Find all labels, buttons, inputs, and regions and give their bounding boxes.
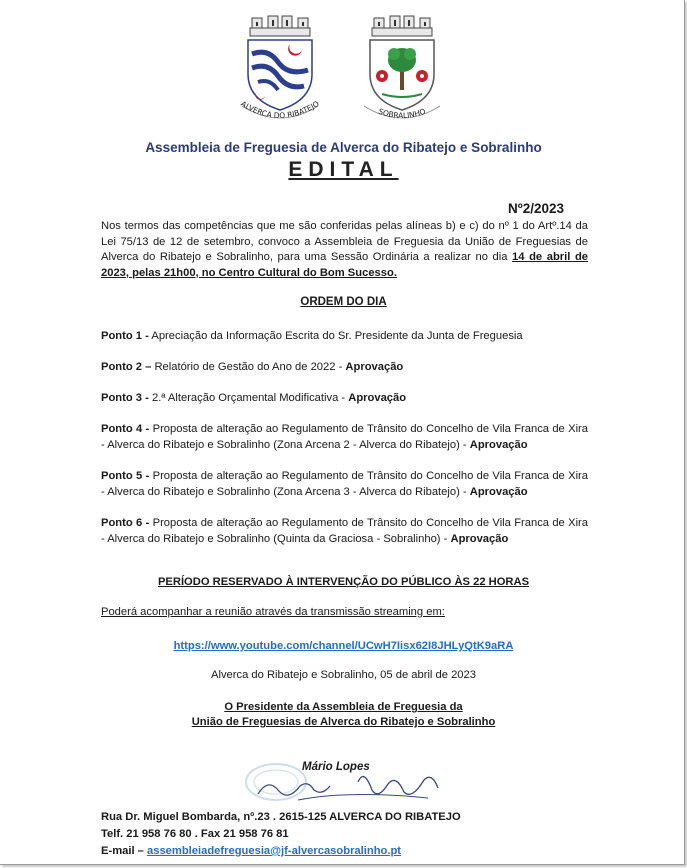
place-date: Alverca do Ribatejo e Sobralinho, 05 de abril de 2023 — [211, 669, 476, 681]
agenda-point-status: Aprovação — [469, 485, 528, 498]
public-period-notice: PERÍODO RESERVADO À INTERVENÇÃO DO PÚBLICO ÀS 22 HORAS — [157, 576, 530, 588]
agenda-point-text: 2.ª Alteração Orçamental Modificativa - — [151, 392, 346, 404]
edital-title: EDITAL — [288, 158, 399, 181]
agenda-point-3 — [101, 391, 588, 407]
edital-number: Nº2/2023 — [508, 201, 564, 216]
assembly-title: Assembleia de Freguesia de Alverca do Ribatejo e Sobralinho — [145, 140, 542, 155]
agenda-point-status: Aprovação — [345, 361, 404, 373]
intro-paragraph — [101, 219, 588, 281]
agenda-point-status: Aprovação — [450, 532, 509, 545]
footer-email-label: E-mail – — [101, 845, 144, 857]
footer-email-link[interactable]: assembleiadefreguesia@jf-alvercasobralinho.pt — [147, 845, 402, 857]
agenda-point-text: Apreciação da Informação Escrita do Sr. Presidente da Junta de Freguesia — [151, 330, 523, 342]
agenda-point-status: Aprovação — [469, 438, 528, 451]
stream-link[interactable]: https://www.youtube.com/channel/UCwH7Iisx62I8JHLyQtK9aRA — [173, 640, 514, 652]
session-date-place: 14 de abril de 2023, pelas 21h00, no Centro Cultural do Bom Sucesso. — [101, 251, 588, 279]
agenda-point-5 — [101, 469, 588, 500]
agenda-point-label: Ponto 3 - — [101, 392, 149, 404]
signer-name: Mário Lopes — [302, 761, 370, 773]
sobralinho-crest-icon — [360, 14, 444, 129]
agenda-point-label: Ponto 4 - — [101, 423, 150, 435]
alverca-crest-icon — [238, 14, 322, 129]
signatory-title-line-1: O Presidente da Assembleia de Freguesia da — [224, 701, 463, 713]
agenda-point-text: Proposta de alteração ao Regulamento de Trânsito do Concelho de Vila Franca de Xira - Alverca do Ribatejo e Sobralinho (Zona Arcena 3 - Alverca do Ribatejo) - — [101, 470, 588, 498]
agenda-point-6 — [101, 516, 588, 547]
stream-note: Poderá acompanhar a reunião através da transmissão streaming em: — [101, 606, 445, 618]
intro-text: Nos termos das competências que me são conferidas pelas alíneas b) e c) do nº 1 do Artº.14 da Lei 75/13 de 12 de setembro, convoco a Assembleia de Freguesia da União de Freguesias de Alverca do Ribatejo e Sobralinho, para uma Sessão Ordinária a realizar no dia — [101, 220, 588, 263]
agenda-point-4 — [101, 422, 588, 453]
footer-email — [101, 845, 401, 857]
alverca-crest-label: ALVERCA DO RIBATEJO — [239, 99, 321, 121]
agenda-point-text: Relatório de Gestão do Ano de 2022 - — [154, 361, 343, 373]
agenda-point-text: Proposta de alteração ao Regulamento de Trânsito do Concelho de Vila Franca de Xira - Alverca do Ribatejo e Sobralinho (Zona Arcena 2 - Alverca do Ribatejo) - — [101, 423, 588, 451]
signatory-title-line-2: União de Freguesias de Alverca do Ribatejo e Sobralinho — [191, 716, 496, 728]
agenda-point-label: Ponto 1 - — [101, 330, 149, 342]
agenda-point-text: Proposta de alteração ao Regulamento de Trânsito do Concelho de Vila Franca de Xira - Alverca do Ribatejo e Sobralinho (Quinta da Graciosa - Sobralinho) - — [101, 517, 588, 545]
agenda-point-2 — [101, 360, 588, 376]
agenda-point-label: Ponto 5 - — [101, 470, 150, 482]
agenda-point-label: Ponto 6 - — [101, 517, 150, 529]
agenda-heading: ORDEM DO DIA — [300, 296, 387, 308]
agenda-point-status: Aprovação — [348, 392, 407, 404]
footer-phone-fax: Telf. 21 958 76 80 . Fax 21 958 76 81 — [101, 828, 289, 840]
sobralinho-crest-label: SOBRALINHO — [377, 106, 427, 121]
footer-address: Rua Dr. Miguel Bombarda, nº.23 . 2615-125 ALVERCA DO RIBATEJO — [101, 811, 461, 823]
agenda-point-1 — [101, 329, 588, 345]
agenda-point-label: Ponto 2 – — [101, 361, 152, 373]
